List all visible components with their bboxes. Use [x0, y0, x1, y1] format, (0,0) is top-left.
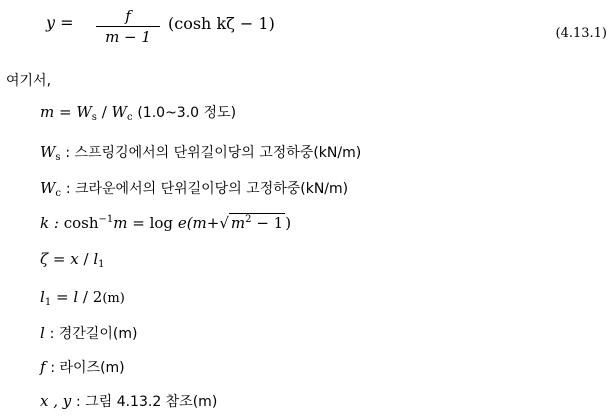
def-k-log: log — [149, 214, 174, 232]
formula-fraction — [96, 8, 160, 45]
def-k-e: e — [177, 214, 187, 232]
def-wc-sub: c — [55, 188, 62, 199]
definition-m — [40, 102, 236, 123]
def-m-wc-sub: c — [126, 112, 133, 123]
def-k-cosh: cosh — [63, 214, 99, 232]
definition-zeta — [40, 250, 105, 270]
def-k-symbol: k : — [40, 214, 59, 232]
def-l1-unit: (m) — [102, 291, 125, 306]
definition-xy — [40, 391, 217, 411]
def-zeta-l: l — [93, 250, 99, 268]
equation-number: (4.13.1) — [555, 26, 607, 41]
def-k-radrest: − 1 — [256, 214, 284, 232]
def-m-slash: / — [101, 103, 107, 121]
def-zeta-symbol: ζ = — [40, 250, 66, 268]
def-xy-text: : 그림 4.13.2 참조(m) — [76, 394, 218, 410]
def-l-text: : 경간길이(m) — [49, 326, 138, 342]
def-zeta-sub: 1 — [98, 259, 105, 270]
def-wc-text: : 크라운에서의 단위길이당의 고정하중(kN/m) — [65, 181, 349, 197]
def-l1-l: l — [73, 288, 79, 306]
def-k-close: ) — [285, 214, 292, 232]
def-k-radsup: 2 — [245, 214, 252, 225]
formula-rhs: (cosh kζ − 1) — [168, 14, 275, 33]
definition-l — [40, 323, 137, 343]
def-k-m: m = — [113, 214, 145, 232]
def-l1-symbol: l — [40, 288, 45, 306]
def-ws-symbol: W — [40, 143, 56, 161]
def-zeta-slash: / — [83, 250, 89, 268]
def-m-symbol: m = — [40, 103, 72, 121]
def-l1-eq: = — [55, 288, 69, 306]
def-m-wc: W — [111, 103, 127, 121]
def-zeta-x: x — [70, 250, 79, 268]
fraction-bar — [96, 26, 160, 27]
def-ws-text: : 스프링깅에서의 단위길이당의 고정하중(kN/m) — [65, 145, 362, 161]
definition-l1 — [40, 288, 125, 308]
def-k-sup: −1 — [98, 214, 114, 225]
def-l1-two: 2 — [92, 288, 103, 306]
def-xy-symbol: x , y — [40, 392, 72, 410]
def-m-ws: W — [76, 103, 92, 121]
def-m-note: (1.0~3.0 정도) — [137, 105, 237, 121]
formula-lhs: y = — [46, 13, 74, 32]
definition-k: k : $\cosh^{-1}m = \log e(m+√$ $m^2 - 1$ ) — [40, 214, 292, 232]
intro-text: 여기서, — [6, 73, 52, 89]
def-m-ws-sub: s — [91, 112, 97, 123]
def-ws-sub: s — [55, 152, 61, 163]
def-k-open: (m+ — [186, 214, 220, 232]
def-l1-slash: / — [82, 288, 88, 306]
formula-numerator: f — [125, 7, 131, 25]
definition-f — [40, 357, 125, 377]
definition-wc — [40, 178, 348, 199]
def-f-symbol: f — [40, 358, 46, 376]
def-wc-symbol: W — [40, 179, 56, 197]
def-l-symbol: l — [40, 324, 45, 342]
def-k-radical — [229, 213, 285, 232]
def-f-text: : 라이즈(m) — [50, 360, 125, 376]
formula-denominator: m − 1 — [105, 28, 151, 46]
def-l1-sub: 1 — [44, 297, 52, 308]
def-k-radicand: m — [230, 214, 246, 232]
definition-ws — [40, 142, 361, 163]
